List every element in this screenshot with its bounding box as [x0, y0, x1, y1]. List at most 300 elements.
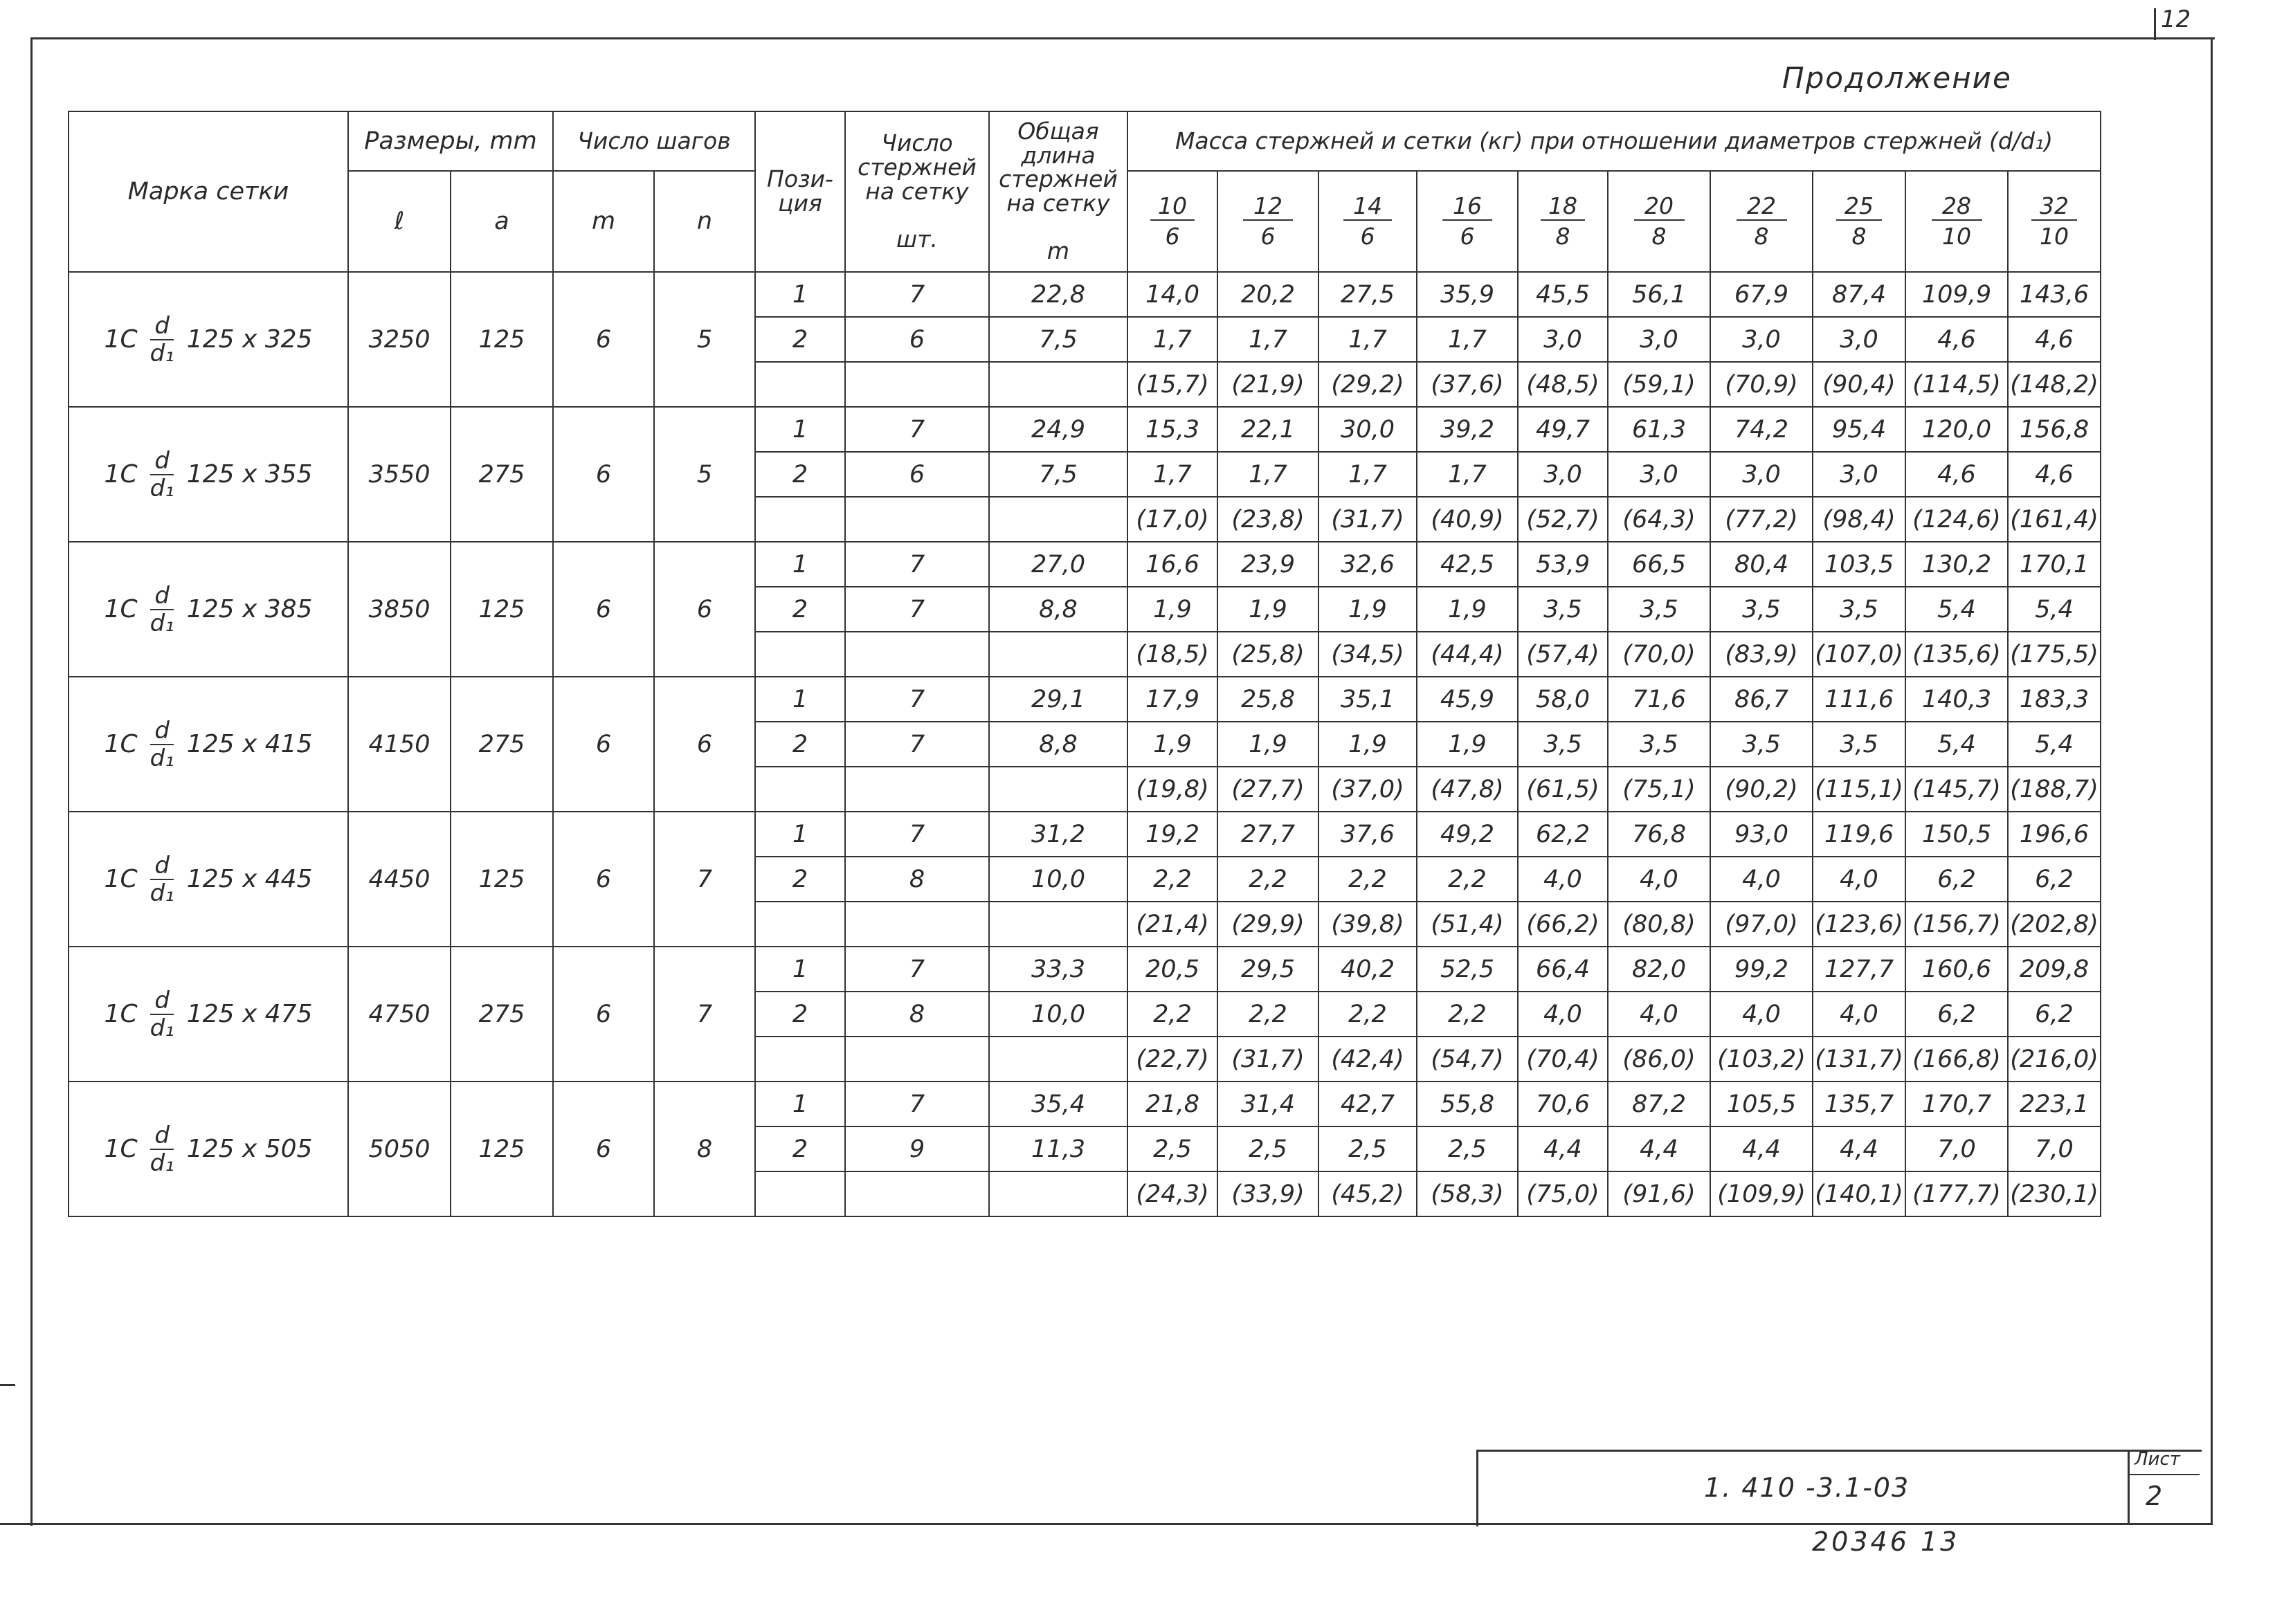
rod-mass-cell: 135,7 [1813, 1082, 1905, 1126]
mesh-total-mass-cell: (33,9) [1217, 1171, 1318, 1216]
rod-mass-cell: 30,0 [1318, 407, 1417, 452]
mesh-total-mass-cell: (27,7) [1217, 767, 1318, 812]
rod-mass-cell: 20,5 [1127, 947, 1217, 992]
rod-mass-cell: 3,5 [1608, 722, 1710, 767]
mesh-prefix: 1С [104, 730, 138, 758]
position-cell: 1 [755, 1082, 845, 1126]
rod-mass-cell: 1,9 [1318, 587, 1417, 632]
rod-mass-cell: 29,5 [1217, 947, 1318, 992]
mesh-a-cell: 275 [451, 407, 553, 542]
diameter-fraction: $\frac{d}{\text{d₁}}$ [149, 446, 174, 502]
rod-mass-cell: 82,0 [1608, 947, 1710, 992]
rod-mass-cell: 58,0 [1518, 677, 1608, 722]
mesh-total-mass-cell: (51,4) [1417, 902, 1518, 947]
rod-mass-cell: 4,6 [2008, 317, 2101, 362]
rod-mass-cell: 4,6 [1905, 317, 2008, 362]
rod-mass-cell: 103,5 [1813, 542, 1905, 587]
mesh-total-mass-cell: (39,8) [1318, 902, 1417, 947]
rod-count-cell [845, 902, 989, 947]
mesh-n-cell: 7 [654, 947, 755, 1082]
continuation-label: Продолжение [1782, 61, 2012, 95]
rod-mass-cell: 37,6 [1318, 812, 1417, 857]
length-cell [989, 497, 1127, 542]
sheet-number: 2 [2146, 1481, 2163, 1511]
rod-mass-cell: 35,1 [1318, 677, 1417, 722]
rod-mass-cell: 223,1 [2008, 1082, 2101, 1126]
mesh-total-mass-cell: (107,0) [1813, 632, 1905, 677]
rod-count-cell: 7 [845, 812, 989, 857]
mesh-total-mass-cell: (90,4) [1813, 362, 1905, 407]
rod-mass-cell: 56,1 [1608, 272, 1710, 317]
rod-mass-cell: 1,9 [1217, 722, 1318, 767]
mesh-total-mass-cell: (77,2) [1710, 497, 1813, 542]
rod-mass-cell: 55,8 [1417, 1082, 1518, 1126]
rod-mass-cell: 4,4 [1710, 1126, 1813, 1171]
mesh-a-cell: 275 [451, 947, 553, 1082]
position-cell [755, 362, 845, 407]
mesh-total-mass-cell: (70,0) [1608, 632, 1710, 677]
mesh-total-mass-cell: (18,5) [1127, 632, 1217, 677]
mesh-n-cell: 8 [654, 1082, 755, 1216]
rod-mass-cell: 14,0 [1127, 272, 1217, 317]
diameter-fraction: $\frac{d}{\text{d₁}}$ [149, 1121, 174, 1177]
mesh-total-mass-cell: (91,6) [1608, 1171, 1710, 1216]
mesh-mark-cell [69, 677, 348, 812]
mesh-total-mass-cell: (75,0) [1518, 1171, 1608, 1216]
mesh-total-mass-cell: (47,8) [1417, 767, 1518, 812]
mesh-total-mass-cell: (202,8) [2008, 902, 2101, 947]
rod-count-cell [845, 632, 989, 677]
rod-mass-cell: 93,0 [1710, 812, 1813, 857]
rod-mass-cell: 99,2 [1710, 947, 1813, 992]
mesh-total-mass-cell: (86,0) [1608, 1037, 1710, 1082]
mesh-mass-table [68, 111, 2101, 1217]
mesh-table-body [69, 272, 2101, 1216]
rod-mass-cell: 21,8 [1127, 1082, 1217, 1126]
rod-mass-cell: 86,7 [1710, 677, 1813, 722]
rod-mass-cell: 196,6 [2008, 812, 2101, 857]
length-cell: 33,3 [989, 947, 1127, 992]
rod-mass-cell: 1,7 [1127, 452, 1217, 497]
rod-mass-cell: 120,0 [1905, 407, 2008, 452]
position-cell: 2 [755, 317, 845, 362]
header-steps-m: m [553, 171, 654, 272]
mesh-total-mass-cell: (216,0) [2008, 1037, 2101, 1082]
position-cell: 2 [755, 452, 845, 497]
rod-mass-cell: 70,6 [1518, 1082, 1608, 1126]
mesh-total-mass-cell: (61,5) [1518, 767, 1608, 812]
rod-mass-cell: 127,7 [1813, 947, 1905, 992]
rod-mass-cell: 23,9 [1217, 542, 1318, 587]
mesh-total-mass-cell: (23,8) [1217, 497, 1318, 542]
rod-mass-cell: 4,4 [1518, 1126, 1608, 1171]
rod-mass-cell: 1,7 [1318, 452, 1417, 497]
mesh-prefix: 1С [104, 325, 138, 354]
header-rod-count: Число стержней на сетку шт. [845, 111, 989, 272]
rod-mass-cell: 3,0 [1710, 452, 1813, 497]
rod-mass-cell: 19,2 [1127, 812, 1217, 857]
rod-mass-cell: 2,5 [1417, 1126, 1518, 1171]
mesh-total-mass-cell: (66,2) [1518, 902, 1608, 947]
mesh-prefix: 1С [104, 595, 138, 623]
rod-mass-cell: 130,2 [1905, 542, 2008, 587]
rod-mass-cell: 16,6 [1127, 542, 1217, 587]
mesh-prefix: 1С [104, 1000, 138, 1028]
rod-mass-cell: 4,4 [1608, 1126, 1710, 1171]
rod-mass-cell: 87,4 [1813, 272, 1905, 317]
position-cell [755, 902, 845, 947]
rod-mass-cell: 4,6 [2008, 452, 2101, 497]
rod-mass-cell: 1,7 [1217, 452, 1318, 497]
table-row [69, 812, 2101, 857]
length-cell: 8,8 [989, 587, 1127, 632]
rod-mass-cell: 3,5 [1608, 587, 1710, 632]
position-cell [755, 632, 845, 677]
page-number: 12 [2161, 6, 2191, 33]
mesh-mark-cell [69, 272, 348, 407]
header-mark: Марка сетки [69, 111, 348, 272]
mesh-total-mass-cell: (64,3) [1608, 497, 1710, 542]
mesh-a-cell: 275 [451, 677, 553, 812]
mesh-total-mass-cell: (31,7) [1217, 1037, 1318, 1082]
rod-mass-cell: 2,2 [1127, 992, 1217, 1037]
position-cell: 1 [755, 542, 845, 587]
mesh-total-mass-cell: (37,0) [1318, 767, 1417, 812]
rod-count-cell: 8 [845, 857, 989, 902]
rod-mass-cell: 1,7 [1217, 317, 1318, 362]
mesh-total-mass-cell: (135,6) [1905, 632, 2008, 677]
rod-mass-cell: 3,5 [1710, 722, 1813, 767]
mesh-total-mass-cell: (131,7) [1813, 1037, 1905, 1082]
length-cell: 11,3 [989, 1126, 1127, 1171]
rod-mass-cell: 209,8 [2008, 947, 2101, 992]
position-cell: 2 [755, 857, 845, 902]
position-cell: 2 [755, 722, 845, 767]
rod-mass-cell: 1,9 [1417, 722, 1518, 767]
rod-count-cell: 7 [845, 722, 989, 767]
mesh-total-mass-cell: (90,2) [1710, 767, 1813, 812]
mesh-total-mass-cell: (17,0) [1127, 497, 1217, 542]
rod-mass-cell: 22,1 [1217, 407, 1318, 452]
rod-mass-cell: 156,8 [2008, 407, 2101, 452]
diameter-fraction: $\frac{d}{\text{d₁}}$ [149, 581, 174, 637]
mesh-total-mass-cell: (59,1) [1608, 362, 1710, 407]
rod-mass-cell: 45,5 [1518, 272, 1608, 317]
mesh-total-mass-cell: (115,1) [1813, 767, 1905, 812]
rod-mass-cell: 1,9 [1127, 587, 1217, 632]
rod-mass-cell: 80,4 [1710, 542, 1813, 587]
position-cell [755, 767, 845, 812]
mesh-n-cell: 5 [654, 272, 755, 407]
rod-mass-cell: 4,0 [1518, 857, 1608, 902]
mesh-total-mass-cell: (109,9) [1710, 1171, 1813, 1216]
mesh-total-mass-cell: (114,5) [1905, 362, 2008, 407]
rod-mass-cell: 71,6 [1608, 677, 1710, 722]
diameter-fraction: $\frac{d}{\text{d₁}}$ [149, 986, 174, 1042]
rod-mass-cell: 1,7 [1417, 452, 1518, 497]
rod-mass-cell: 1,9 [1318, 722, 1417, 767]
table-row [69, 272, 2101, 317]
mesh-mark-cell [69, 947, 348, 1082]
rod-mass-cell: 49,2 [1417, 812, 1518, 857]
rod-mass-cell: 4,0 [1813, 857, 1905, 902]
mesh-n-cell: 7 [654, 812, 755, 947]
mesh-total-mass-cell: (188,7) [2008, 767, 2101, 812]
mesh-total-mass-cell: (75,1) [1608, 767, 1710, 812]
rod-count-cell [845, 497, 989, 542]
rod-mass-cell: 25,8 [1217, 677, 1318, 722]
mesh-total-mass-cell: (124,6) [1905, 497, 2008, 542]
mesh-l-cell: 4450 [348, 812, 451, 947]
rod-mass-cell: 6,2 [2008, 857, 2101, 902]
mesh-size: 125 x 475 [186, 1000, 313, 1028]
header-position: Пози- ция [755, 111, 845, 272]
length-cell: 10,0 [989, 857, 1127, 902]
rod-mass-cell: 87,2 [1608, 1082, 1710, 1126]
table-row [69, 1082, 2101, 1126]
mesh-total-mass-cell: (34,5) [1318, 632, 1417, 677]
mesh-size: 125 x 385 [186, 595, 313, 623]
rod-mass-cell: 2,2 [1417, 857, 1518, 902]
position-cell: 2 [755, 992, 845, 1037]
rod-mass-cell: 119,6 [1813, 812, 1905, 857]
table-row [69, 677, 2101, 722]
rod-mass-cell: 45,9 [1417, 677, 1518, 722]
mesh-size: 125 x 415 [186, 730, 313, 758]
header-size-l: ℓ [348, 171, 451, 272]
rod-mass-cell: 67,9 [1710, 272, 1813, 317]
rod-mass-cell: 1,7 [1318, 317, 1417, 362]
rod-mass-cell: 3,0 [1813, 317, 1905, 362]
rod-mass-cell: 3,5 [1813, 587, 1905, 632]
mesh-m-cell: 6 [553, 677, 654, 812]
diameter-fraction: $\frac{d}{\text{d₁}}$ [149, 851, 174, 907]
rod-mass-cell: 52,5 [1417, 947, 1518, 992]
mesh-total-mass-cell: (103,2) [1710, 1037, 1813, 1082]
rod-mass-cell: 49,7 [1518, 407, 1608, 452]
mesh-n-cell: 5 [654, 407, 755, 542]
rod-mass-cell: 2,5 [1217, 1126, 1318, 1171]
rod-mass-cell: 7,0 [2008, 1126, 2101, 1171]
rod-count-cell: 7 [845, 677, 989, 722]
rod-count-cell: 9 [845, 1126, 989, 1171]
table-row [69, 542, 2101, 587]
right-rule [2211, 37, 2213, 1525]
mesh-m-cell: 6 [553, 947, 654, 1082]
rod-mass-cell: 32,6 [1318, 542, 1417, 587]
mesh-prefix: 1С [104, 865, 138, 893]
rod-mass-cell: 27,5 [1318, 272, 1417, 317]
mesh-prefix: 1С [104, 1135, 138, 1163]
mesh-total-mass-cell: (29,2) [1318, 362, 1417, 407]
rod-mass-cell: 20,2 [1217, 272, 1318, 317]
mesh-l-cell: 4150 [348, 677, 451, 812]
mesh-total-mass-cell: (22,7) [1127, 1037, 1217, 1082]
rod-mass-cell: 4,0 [1813, 992, 1905, 1037]
mesh-l-cell: 5050 [348, 1082, 451, 1216]
rod-mass-cell: 40,2 [1318, 947, 1417, 992]
length-cell [989, 1171, 1127, 1216]
mesh-mark-cell [69, 1082, 348, 1216]
rod-mass-cell: 183,3 [2008, 677, 2101, 722]
length-cell: 24,9 [989, 407, 1127, 452]
mesh-total-mass-cell: (70,9) [1710, 362, 1813, 407]
mesh-total-mass-cell: (29,9) [1217, 902, 1318, 947]
rod-mass-cell: 2,2 [1417, 992, 1518, 1037]
rod-mass-cell: 3,0 [1813, 452, 1905, 497]
mesh-total-mass-cell: (57,4) [1518, 632, 1608, 677]
diameter-fraction: $\frac{d}{\text{d₁}}$ [149, 716, 174, 772]
mesh-total-mass-cell: (177,7) [1905, 1171, 2008, 1216]
rod-mass-cell: 3,0 [1518, 452, 1608, 497]
mesh-a-cell: 125 [451, 812, 553, 947]
rod-count-cell: 7 [845, 587, 989, 632]
rod-mass-cell: 6,2 [1905, 992, 2008, 1037]
position-cell: 1 [755, 677, 845, 722]
rod-mass-cell: 2,5 [1318, 1126, 1417, 1171]
rod-count-cell: 8 [845, 992, 989, 1037]
rod-count-cell: 6 [845, 317, 989, 362]
rod-count-cell: 7 [845, 272, 989, 317]
header-steps-n: n [654, 171, 755, 272]
rod-mass-cell: 74,2 [1710, 407, 1813, 452]
rod-mass-cell: 35,9 [1417, 272, 1518, 317]
rod-count-cell: 6 [845, 452, 989, 497]
mesh-total-mass-cell: (230,1) [2008, 1171, 2101, 1216]
mesh-prefix: 1С [104, 460, 138, 489]
mesh-mark-cell [69, 542, 348, 677]
rod-mass-cell: 4,0 [1710, 992, 1813, 1037]
mesh-total-mass-cell: (21,4) [1127, 902, 1217, 947]
mesh-m-cell: 6 [553, 812, 654, 947]
mesh-total-mass-cell: (148,2) [2008, 362, 2101, 407]
mesh-total-mass-cell: (52,7) [1518, 497, 1608, 542]
rod-mass-cell: 4,0 [1710, 857, 1813, 902]
mesh-total-mass-cell: (44,4) [1417, 632, 1518, 677]
mesh-l-cell: 3850 [348, 542, 451, 677]
rod-mass-cell: 95,4 [1813, 407, 1905, 452]
rod-mass-cell: 111,6 [1813, 677, 1905, 722]
length-cell: 8,8 [989, 722, 1127, 767]
length-cell [989, 362, 1127, 407]
mesh-a-cell: 125 [451, 1082, 553, 1216]
mesh-l-cell: 3250 [348, 272, 451, 407]
length-cell: 7,5 [989, 317, 1127, 362]
rod-mass-cell: 150,5 [1905, 812, 2008, 857]
table-row [69, 947, 2101, 992]
position-cell: 2 [755, 587, 845, 632]
mesh-a-cell: 125 [451, 542, 553, 677]
mesh-total-mass-cell: (70,4) [1518, 1037, 1608, 1082]
mesh-total-mass-cell: (80,8) [1608, 902, 1710, 947]
mesh-total-mass-cell: (37,6) [1417, 362, 1518, 407]
header-ratio: 25 8 [1813, 171, 1905, 272]
header-ratio: 28 10 [1905, 171, 2008, 272]
mesh-mark-cell [69, 407, 348, 542]
rod-mass-cell: 4,0 [1608, 857, 1710, 902]
rod-count-cell: 7 [845, 407, 989, 452]
mesh-total-mass-cell: (42,4) [1318, 1037, 1417, 1082]
rod-mass-cell: 66,4 [1518, 947, 1608, 992]
mesh-n-cell: 6 [654, 542, 755, 677]
length-cell: 22,8 [989, 272, 1127, 317]
rod-mass-cell: 140,3 [1905, 677, 2008, 722]
rod-mass-cell: 62,2 [1518, 812, 1608, 857]
header-ratio: 32 10 [2008, 171, 2101, 272]
rod-mass-cell: 27,7 [1217, 812, 1318, 857]
mesh-l-cell: 3550 [348, 407, 451, 542]
page-number-bar [2154, 8, 2156, 40]
rod-mass-cell: 109,9 [1905, 272, 2008, 317]
rod-mass-cell: 5,4 [2008, 722, 2101, 767]
rod-mass-cell: 3,0 [1710, 317, 1813, 362]
rod-mass-cell: 1,9 [1217, 587, 1318, 632]
mesh-total-mass-cell: (83,9) [1710, 632, 1813, 677]
rod-mass-cell: 39,2 [1417, 407, 1518, 452]
mesh-size: 125 x 445 [186, 865, 313, 893]
mesh-total-mass-cell: (166,8) [1905, 1037, 2008, 1082]
rod-mass-cell: 5,4 [1905, 587, 2008, 632]
header-ratio: 10 6 [1127, 171, 1217, 272]
rod-count-cell: 7 [845, 542, 989, 587]
rod-mass-cell: 3,5 [1518, 722, 1608, 767]
header-total-length: Общая длина стержней на сетку m [989, 111, 1127, 272]
rod-mass-cell: 5,4 [2008, 587, 2101, 632]
rod-mass-cell: 2,2 [1318, 857, 1417, 902]
length-cell: 31,2 [989, 812, 1127, 857]
mesh-total-mass-cell: (140,1) [1813, 1171, 1905, 1216]
mesh-total-mass-cell: (175,5) [2008, 632, 2101, 677]
mesh-total-mass-cell: (24,3) [1127, 1171, 1217, 1216]
rod-count-cell [845, 1171, 989, 1216]
length-cell: 35,4 [989, 1082, 1127, 1126]
mesh-m-cell: 6 [553, 272, 654, 407]
rod-mass-cell: 2,2 [1127, 857, 1217, 902]
rod-mass-cell: 3,0 [1608, 317, 1710, 362]
rod-mass-cell: 53,9 [1518, 542, 1608, 587]
mesh-size: 125 x 355 [186, 460, 313, 489]
rod-mass-cell: 3,0 [1518, 317, 1608, 362]
rod-mass-cell: 61,3 [1608, 407, 1710, 452]
header-ratio: 12 6 [1217, 171, 1318, 272]
header-steps: Число шагов [553, 111, 755, 171]
mesh-total-mass-cell: (161,4) [2008, 497, 2101, 542]
header-ratio: 20 8 [1608, 171, 1710, 272]
rod-mass-cell: 3,5 [1710, 587, 1813, 632]
rod-mass-cell: 42,5 [1417, 542, 1518, 587]
mesh-size: 125 x 505 [186, 1135, 313, 1163]
position-cell: 1 [755, 407, 845, 452]
position-cell [755, 1171, 845, 1216]
rod-mass-cell: 170,1 [2008, 542, 2101, 587]
header-mass: Масса стержней и сетки (кг) при отношении диаметров стержней (d/d₁) [1127, 111, 2101, 171]
rod-mass-cell: 4,6 [1905, 452, 2008, 497]
header-ratio: 22 8 [1710, 171, 1813, 272]
archive-number: 20346 13 [1812, 1526, 1960, 1557]
rod-mass-cell: 2,2 [1217, 992, 1318, 1037]
length-cell [989, 902, 1127, 947]
rod-mass-cell: 5,4 [1905, 722, 2008, 767]
rod-mass-cell: 2,2 [1318, 992, 1417, 1037]
length-cell [989, 767, 1127, 812]
mesh-m-cell: 6 [553, 1082, 654, 1216]
length-cell [989, 632, 1127, 677]
rod-mass-cell: 42,7 [1318, 1082, 1417, 1126]
rod-count-cell [845, 1037, 989, 1082]
mesh-total-mass-cell: (15,7) [1127, 362, 1217, 407]
rod-mass-cell: 1,9 [1127, 722, 1217, 767]
diameter-fraction: $\frac{d}{\text{d₁}}$ [149, 311, 174, 367]
